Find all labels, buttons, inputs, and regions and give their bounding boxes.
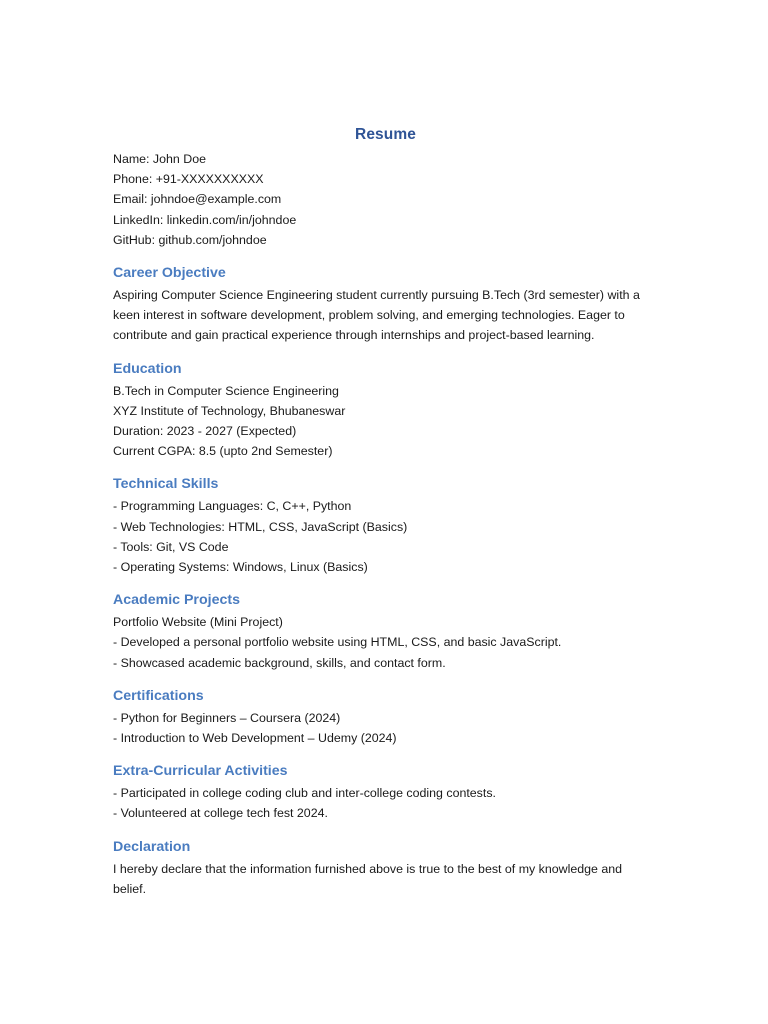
project-title: Portfolio Website (Mini Project) bbox=[113, 615, 283, 630]
project-detail: - Developed a personal portfolio website using HTML, CSS, and basic JavaScript. bbox=[113, 635, 562, 650]
section-heading: Academic Projects bbox=[113, 592, 240, 609]
section-extra-curricular bbox=[113, 762, 658, 823]
section-declaration bbox=[113, 838, 658, 899]
section-heading: Extra-Curricular Activities bbox=[113, 763, 288, 780]
project-detail: - Showcased academic background, skills, and contact form. bbox=[113, 655, 446, 670]
section-certifications bbox=[113, 687, 658, 748]
section-heading: Education bbox=[113, 360, 182, 377]
section-career-objective bbox=[113, 264, 658, 346]
section-heading: Declaration bbox=[113, 838, 191, 855]
education-institute: XYZ Institute of Technology, Bhubaneswar bbox=[113, 403, 346, 418]
education-cgpa: Current CGPA: 8.5 (upto 2nd Semester) bbox=[113, 444, 333, 459]
certification-item: - Python for Beginners – Coursera (2024) bbox=[113, 710, 341, 725]
contact-phone: Phone: +91-XXXXXXXXXX bbox=[113, 172, 264, 187]
contact-github: GitHub: github.com/johndoe bbox=[113, 232, 267, 247]
education-duration: Duration: 2023 - 2027 (Expected) bbox=[113, 424, 297, 439]
contact-block bbox=[113, 149, 658, 250]
declaration-text: I hereby declare that the information furnished above is true to the best of my knowledge and belief. bbox=[113, 861, 623, 896]
certification-item: - Introduction to Web Development – Udemy (2024) bbox=[113, 731, 397, 746]
skill-item: - Tools: Git, VS Code bbox=[113, 539, 229, 554]
section-heading: Certifications bbox=[113, 687, 204, 704]
skill-item: - Programming Languages: C, C++, Python bbox=[113, 499, 352, 514]
contact-linkedin: LinkedIn: linkedin.com/in/johndoe bbox=[113, 212, 297, 227]
skill-item: - Operating Systems: Windows, Linux (Basics) bbox=[113, 560, 368, 575]
section-heading: Career Objective bbox=[113, 265, 226, 282]
section-academic-projects bbox=[113, 591, 658, 673]
activity-item: - Volunteered at college tech fest 2024. bbox=[113, 806, 328, 821]
contact-name: Name: John Doe bbox=[113, 152, 206, 166]
activity-item: - Participated in college coding club and inter-college coding contests. bbox=[113, 786, 496, 801]
career-objective-text: Aspiring Computer Science Engineering student currently pursuing B.Tech (3rd semester) with a keen interest in software development, problem solving, and emerging technologies. Eager to contribute and gain practical experience through internships and project-based learning. bbox=[113, 288, 640, 343]
skill-item: - Web Technologies: HTML, CSS, JavaScript (Basics) bbox=[113, 519, 408, 534]
resume-content bbox=[113, 125, 658, 899]
document-title: Resume bbox=[355, 126, 416, 143]
education-degree: B.Tech in Computer Science Engineering bbox=[113, 383, 339, 398]
section-education bbox=[113, 360, 658, 462]
contact-email: Email: johndoe@example.com bbox=[113, 192, 282, 207]
section-heading: Technical Skills bbox=[113, 476, 219, 493]
section-technical-skills bbox=[113, 475, 658, 577]
